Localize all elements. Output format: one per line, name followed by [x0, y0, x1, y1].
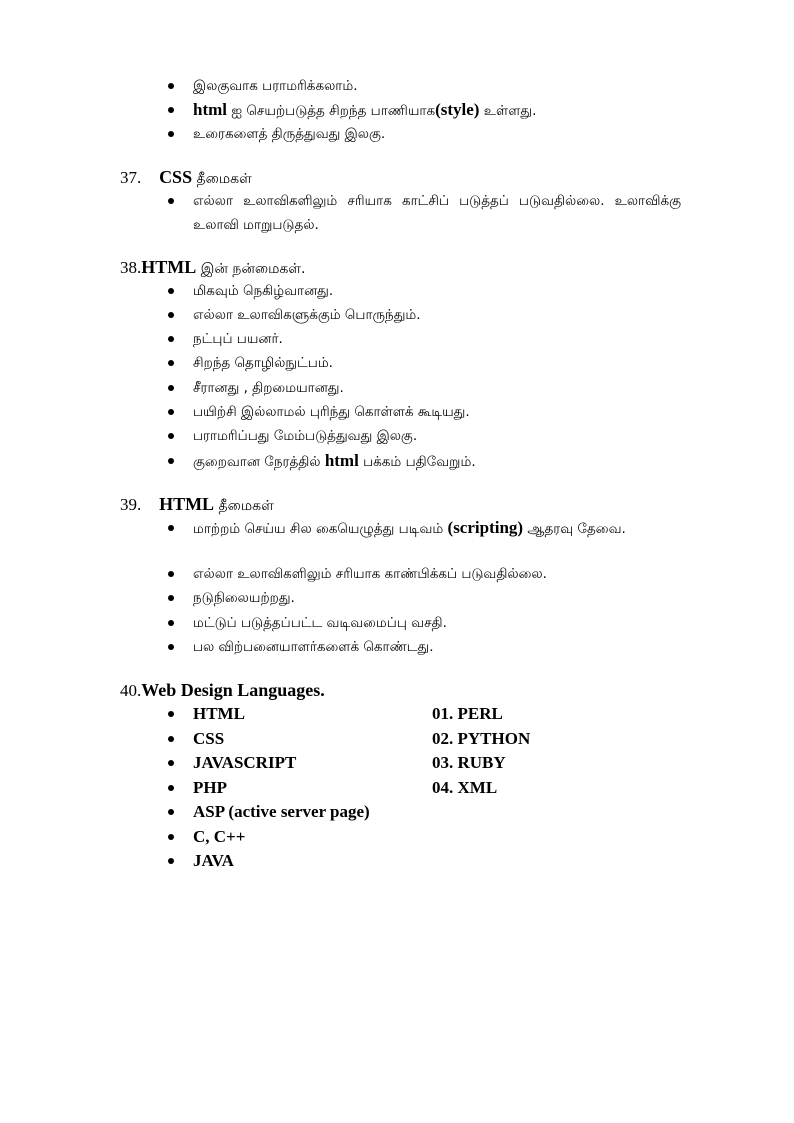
section-heading-40: 40.Web Design Languages.	[120, 680, 325, 700]
list-item: எல்லா உலாவிகளுக்கும் பொருந்தும்.	[168, 303, 421, 327]
language-item: JAVA	[168, 849, 234, 873]
bullet-icon	[168, 198, 174, 204]
bullet-icon	[168, 760, 174, 766]
list-item: குறைவான நேரத்தில் html பக்கம் பதிவேறும்.	[168, 449, 476, 474]
list-item-text: உரைகளைத் திருத்துவது இலகு.	[193, 126, 386, 142]
bullet-icon	[168, 409, 174, 415]
list-item-text: html ஐ செயற்படுத்த சிறந்த பாணியாக(style) உள்ளது.	[193, 100, 537, 119]
list-item: சீரானது , திறமையானது.	[168, 376, 344, 400]
list-item: மட்டுப் படுத்தப்பட்ட வடிவமைப்பு வசதி.	[168, 611, 447, 635]
section-heading-38: 38.HTML இன் நன்மைகள்.	[120, 257, 306, 277]
numbered-language-item: 02. PYTHON	[432, 729, 531, 748]
bullet-icon	[168, 312, 174, 318]
bullet-icon	[168, 644, 174, 650]
numbered-language-item: 04. XML	[432, 778, 498, 797]
list-item	[168, 98, 536, 123]
bullet-icon	[168, 288, 174, 294]
bullet-icon	[168, 433, 174, 439]
list-item-text: இலகுவாக பராமரிக்கலாம்.	[193, 78, 358, 94]
bullet-icon	[168, 571, 174, 577]
language-item: CSS	[168, 727, 224, 751]
numbered-language-item: 01. PERL	[432, 704, 503, 723]
bullet-icon	[168, 107, 174, 113]
bullet-icon	[168, 595, 174, 601]
list-item	[168, 122, 385, 146]
bullet-icon	[168, 360, 174, 366]
language-item: C, C++	[168, 825, 245, 849]
bullet-icon	[168, 736, 174, 742]
section-heading-39: 39. HTML தீமைகள்	[120, 494, 274, 514]
list-item: பயிற்சி இல்லாமல் புரிந்து கொள்ளக் கூடியது.	[168, 400, 470, 424]
bullet-icon	[168, 525, 174, 531]
list-item: மாற்றம் செய்ய சில கையெழுத்து படிவம் (scripting) ஆதரவு தேவை.	[168, 516, 681, 541]
bullet-icon	[168, 858, 174, 864]
bullet-icon	[168, 458, 174, 464]
bullet-icon	[168, 336, 174, 342]
section-heading-37: 37. CSS தீமைகள்	[120, 167, 252, 187]
list-item	[168, 189, 681, 237]
numbered-language-item: 03. RUBY	[432, 753, 506, 772]
language-item: HTML	[168, 702, 245, 726]
list-item: மிகவும் நெகிழ்வானது.	[168, 279, 333, 303]
bold-term: (scripting)	[447, 518, 524, 537]
bullet-icon	[168, 834, 174, 840]
list-item	[168, 74, 358, 98]
bullet-icon	[168, 711, 174, 717]
list-item: எல்லா உலாவிகளிலும் சரியாக காண்பிக்கப் படுவதில்லை.	[168, 562, 547, 586]
language-item: JAVASCRIPT	[168, 751, 296, 775]
bullet-icon	[168, 385, 174, 391]
list-item: நட்புப் பயனர்.	[168, 327, 283, 351]
bullet-icon	[168, 620, 174, 626]
bold-term: (style)	[435, 100, 480, 119]
list-item: நடுநிலையற்றது.	[168, 586, 295, 610]
bold-term: html	[193, 100, 227, 119]
list-item-text: எல்லா உலாவிகளிலும் சரியாக காட்சிப் படுத்தப் படுவதில்லை. உலாவிக்கு உலாவி மாறுபடுதல்.	[193, 193, 681, 233]
language-item: PHP	[168, 776, 227, 800]
list-item: பராமரிப்பது மேம்படுத்துவது இலகு.	[168, 424, 417, 448]
bullet-icon	[168, 83, 174, 89]
list-item: பல விற்பனையாளர்களைக் கொண்டது.	[168, 635, 434, 659]
bullet-icon	[168, 809, 174, 815]
language-item: ASP (active server page)	[168, 800, 370, 824]
bold-term: html	[324, 451, 359, 470]
bullet-icon	[168, 785, 174, 791]
bullet-icon	[168, 131, 174, 137]
list-item: சிறந்த தொழில்நுட்பம்.	[168, 351, 333, 375]
